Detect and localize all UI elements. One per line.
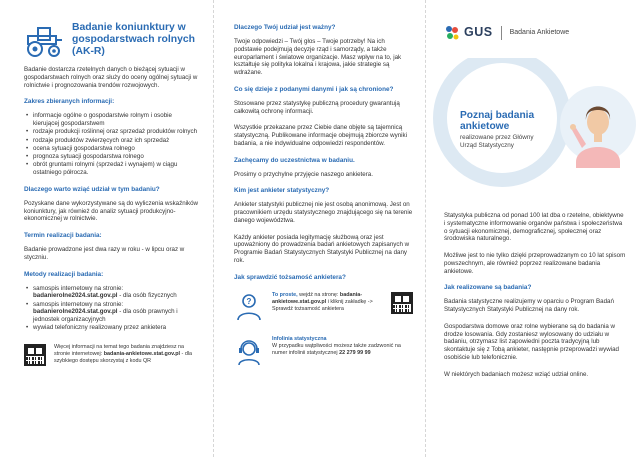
- protection-text-2: Wszystkie przekazane przez Ciebie dane objęte są tajemnicą statystyczną. Publikowane informacje obejmują zbiorcze wyniki badania, a nie indywidualne odpowiedzi respondentów.: [234, 124, 407, 147]
- title-block: [24, 22, 199, 58]
- list-item: • ocena sytuacji gospodarstwa rolnego: [24, 145, 199, 153]
- list-item: • rodzaje produkcji roślinnej oraz sprzedaż produktów rolnych: [24, 128, 199, 136]
- verify-link[interactable]: badania-ankietowe.stat.gov.pl: [272, 291, 363, 305]
- cover-body: [444, 212, 626, 387]
- interviewer-text-2: Każdy ankieter posiada legitymację służbową oraz jest upoważniony do prowadzenia badań ankietowych zapisanych w Programie Badań Statystycznych Statystyki Publicznej na dany rok.: [234, 233, 410, 264]
- hotline-block: Infolinia statystyczna W przypadku wątpliwości możesz także zadzwonić na numer infolinii statystycznej 22 279 99 99: [234, 336, 413, 366]
- hotline-title: Infolinia statystyczna: [272, 335, 327, 342]
- list-item: • wywiad telefoniczny realizowany przez ankietera: [24, 324, 199, 332]
- encourage-heading: Zachęcamy do uczestnictwa w badaniu.: [234, 156, 355, 164]
- list-item: • informacje ogólne o gospodarstwie rolnym i osobie kierującej gospodarstwem: [24, 112, 199, 128]
- scope-heading: Zakres zbieranych informacji:: [24, 98, 115, 106]
- statistics-text-2: Możliwe jest to nie tylko dzięki przeprowadzanym co 10 lat spisom powszechnym, ale również poprzez realizowane badania ankietowe.: [444, 252, 626, 275]
- headset-icon: [234, 336, 264, 366]
- how-text-1: Badania statystyczne realizujemy w oparciu o Program Badań Statystycznych Statystyki Publicznej na dany rok.: [444, 298, 614, 313]
- intro-text: Badanie dostarcza rzetelnych danych o bieżącej sytuacji w gospodarstwach rolnych oraz służy do oceny ogólnej sytuacji w rolnictwie i prognozowania trendów rozwojowych.: [24, 66, 198, 89]
- scope-list: [24, 112, 199, 177]
- verified-person-icon: [234, 292, 264, 322]
- svg-text:?: ?: [246, 296, 252, 306]
- list-item: • rodzaje produktów zwierzęcych oraz ich sprzedaż: [24, 137, 199, 145]
- interviewer-text-1: Ankieter statystyki publicznej nie jest osobą anonimową. Jest on pracownikiem urzędu statystycznego znajdującego się na terenie danego województwa.: [234, 201, 413, 224]
- statistics-text-1: Statystyka publiczna od ponad 100 lat dba o rzetelne, obiektywne i systematyczne informowanie organów państwa i społeczeństwa o sytuacji ekonomicznej, demograficznej, społecznej oraz środowiska naturalnego.: [444, 212, 624, 243]
- verify-heading: Jak sprawdzić tożsamość ankietera?: [234, 273, 346, 281]
- survey-link[interactable]: badanierolne2024.stat.gov.pl: [33, 308, 118, 316]
- timing-heading: Termin realizacji badania:: [24, 232, 102, 239]
- header-label: Badania Ankietowe: [509, 28, 570, 36]
- gus-logo: GUS: [444, 25, 493, 41]
- timing-text: Badanie prowadzone jest dwa razy w roku - w lipcu oraz w styczniu.: [24, 246, 185, 261]
- list-item: • samospis internetowy na stronie: badanierolne2024.stat.gov.pl - dla osób fizycznych: [24, 285, 199, 301]
- qr-info: Więcej informacji na temat tego badania znajdziesz na stronie internetowej: badania-ankietowe.stat.gov.pl - dla szybkiego dostępu skorzystaj z kodu QR: [24, 344, 199, 366]
- why-heading: Dlaczego warto wziąć udział w tym badaniu?: [24, 185, 160, 193]
- how-text-3: W niektórych badaniach możesz wziąć udział online.: [444, 370, 589, 378]
- list-item: • obrót gruntami rolnymi (sprzedaż i wynajem) w ciągu ostatniego półrocza.: [24, 161, 199, 177]
- hero-title: Poznaj badania ankietowe: [460, 110, 535, 133]
- why-text: Pozyskane dane wykorzystywane są do wyliczenia wskaźników koniunktury, jak również do analiz sytuacji produkcyjno-ekonomicznej w rolnictwie.: [24, 199, 199, 223]
- list-item: • prognoza sytuacji gospodarstwa rolnego: [24, 153, 199, 161]
- qr-code[interactable]: [24, 344, 46, 366]
- survey-link[interactable]: badanierolne2024.stat.gov.pl: [33, 292, 118, 300]
- interviewer-heading: Kim jest ankieter statystyczny?: [234, 187, 330, 195]
- hero-subtitle: realizowane przez Główny Urząd Statystyczny: [460, 134, 534, 150]
- column-ak-r: [0, 0, 213, 457]
- methods-list: [24, 285, 199, 333]
- how-heading: Jak realizowane są badania?: [444, 284, 532, 292]
- methods-heading: Metody realizacji badania:: [24, 270, 104, 278]
- protection-text-1: Stosowane przez statystykę publiczną procedury gwarantują całkowitą ochronę informacji.: [234, 99, 400, 115]
- list-item: • samospis internetowy na stronie: badanierolne2024.stat.gov.pl - dla osób prawnych i jednostek organizacyjnych: [24, 301, 199, 324]
- survey-title: Badanie koniunktury w gospodarstwach rolnych (AK-R): [72, 22, 195, 57]
- info-link[interactable]: badania-ankietowe.stat.gov.pl: [103, 351, 181, 358]
- tractor-icon: [24, 22, 64, 58]
- importance-text: Twoje odpowiedzi – Twój głos – Twoje potrzeby! Na ich podstawie podejmują decyzje rząd i samorządy, a także europarlament i światowe organizacje. Masz wpływ na to, jak kształtuje się polityka lokalna i krajowa, jakie strategie są wdrażane.: [234, 38, 402, 76]
- encourage-text: Prosimy o przychylne przyjęcie naszego ankietera.: [234, 170, 373, 178]
- verify-block: ? To proste, wejdź na stronę: badania-ankietowe.stat.gov.pl i kliknij zakładkę -> Sprawdź tożsamość ankietera: [234, 292, 413, 322]
- data-protection-heading: Co się dzieje z podanymi danymi i jak są chronione?: [234, 85, 394, 93]
- how-text-2: Gospodarstwa domowe oraz rolne wybierane są do badania w drodze losowania. Gdy zostaniesz wylosowany do udziału w badaniu, otrzymasz list zapowiedni poczta tradycyjną lub skontaktuje się z Tobą ankieter, następnie przeprowadzi wywiad osobiście lub telefonicznie.: [444, 322, 619, 361]
- hotline-phone[interactable]: 22 279 99 99: [339, 349, 371, 356]
- column-info: [213, 0, 426, 457]
- importance-heading: Dlaczego Twój udział jest ważny?: [234, 24, 336, 31]
- qr-code[interactable]: [391, 292, 413, 314]
